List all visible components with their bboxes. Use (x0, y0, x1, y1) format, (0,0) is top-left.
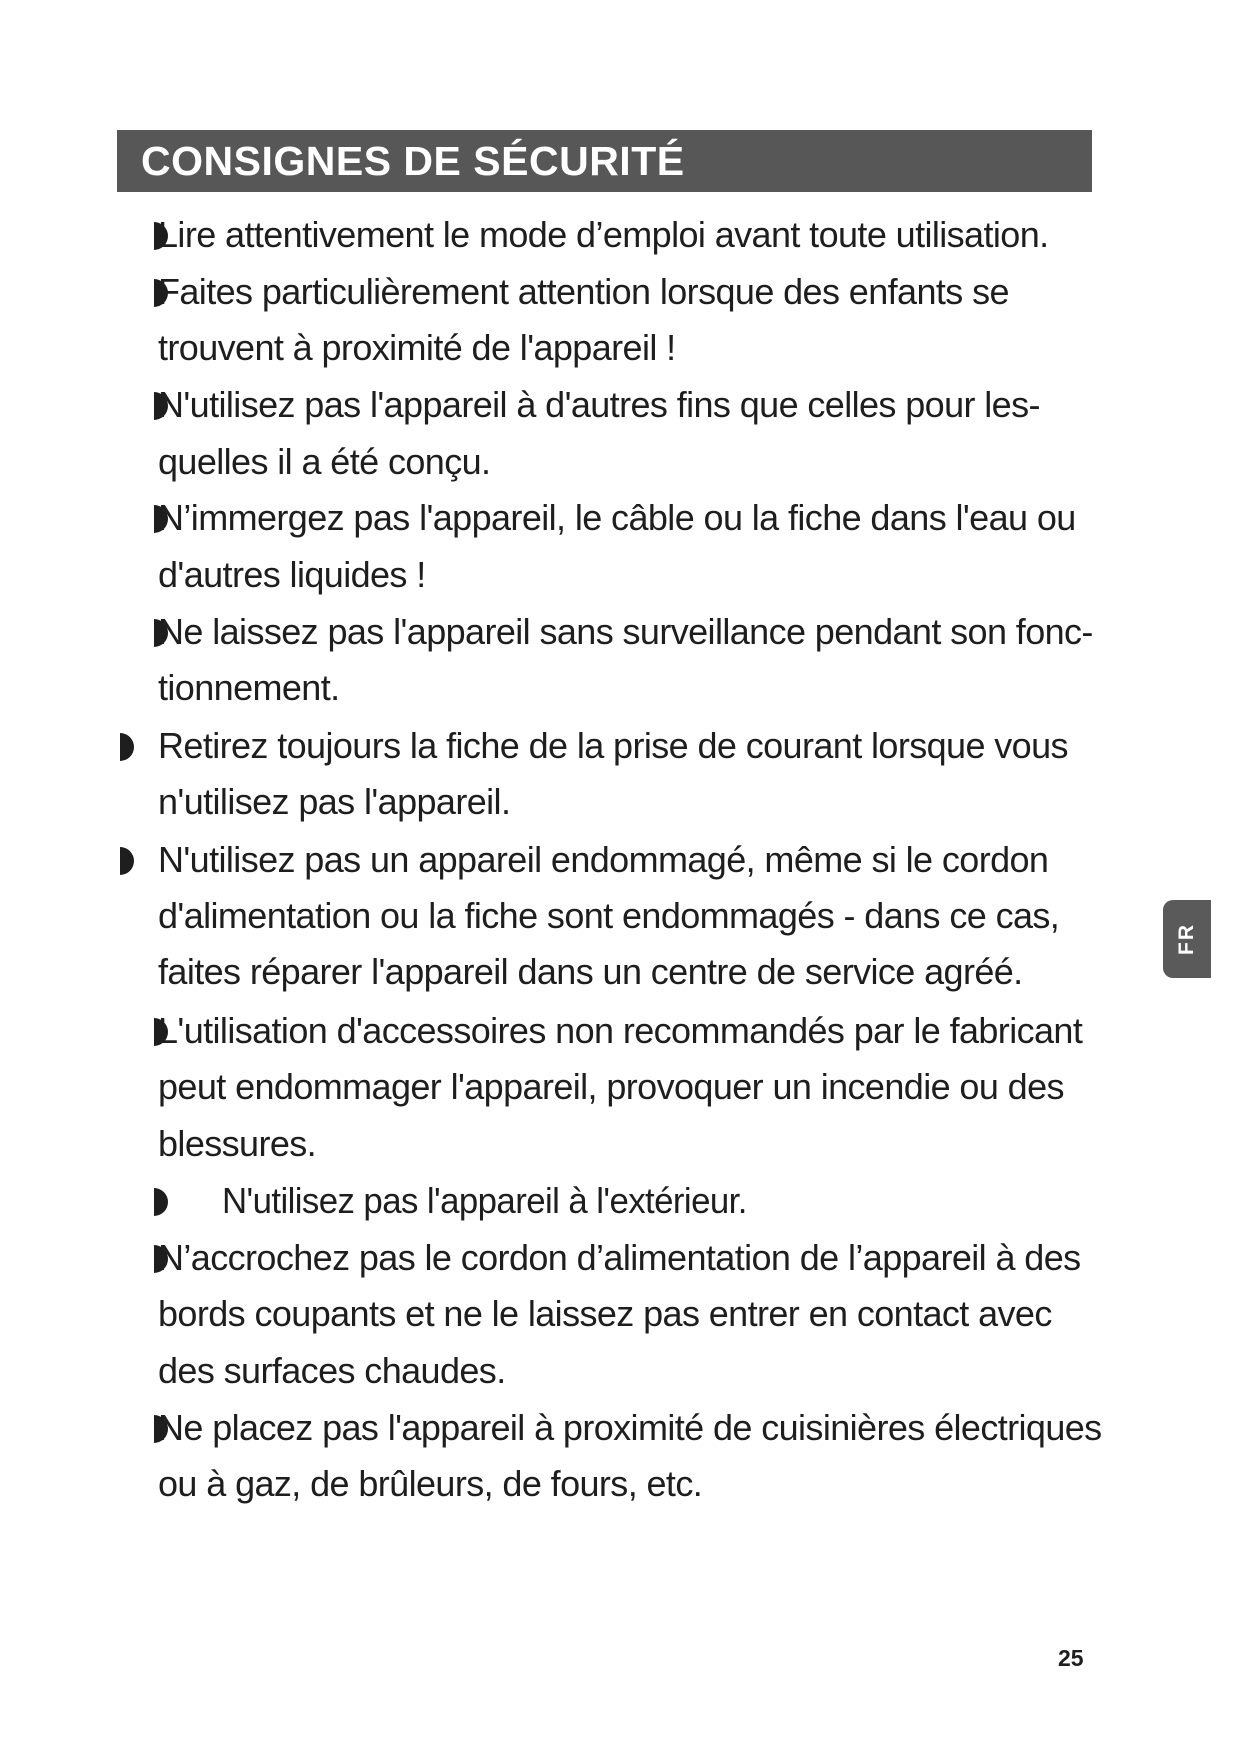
safety-line: quelles il a été conçu. (158, 441, 491, 482)
safety-line: des surfaces chaudes. (158, 1350, 506, 1391)
safety-line: d'autres liquides ! (158, 554, 426, 595)
safety-line: d'alimentation ou la fiche sont endommagés - dans ce cas, (158, 895, 1060, 936)
safety-line: trouvent à proximité de l'appareil ! (158, 327, 676, 368)
safety-line: peut endommager l'appareil, provoquer un incendie ou des (158, 1066, 1064, 1107)
section-title: CONSIGNES DE SÉCURITÉ (141, 138, 685, 184)
safety-line: tionnement. (158, 667, 340, 708)
safety-line: Ne placez pas l'appareil à proximité de cuisinières électriques (158, 1407, 1102, 1448)
bullet-icon (120, 733, 134, 761)
safety-line: Faites particulièrement attention lorsque des enfants se (158, 271, 1009, 312)
safety-line: faites réparer l'appareil dans un centre de service agréé. (158, 951, 1023, 992)
language-tab (1163, 900, 1211, 978)
bullet-icon (120, 847, 134, 875)
safety-line: Lire attentivement le mode d’emploi avant toute utilisation. (158, 214, 1049, 255)
bullet-icon (154, 1188, 168, 1216)
safety-line: blessures. (158, 1123, 317, 1164)
safety-line: bords coupants et ne le laissez pas entrer en contact avec (158, 1293, 1052, 1334)
safety-line: ou à gaz, de brûleurs, de fours, etc. (158, 1463, 703, 1504)
safety-line: n'utilisez pas l'appareil. (158, 781, 511, 822)
safety-line: L'utilisation d'accessoires non recommandés par le fabricant (158, 1010, 1083, 1051)
safety-line: Ne laissez pas l'appareil sans surveillance pendant son fonc- (158, 611, 1093, 652)
safety-line: Retirez toujours la fiche de la prise de courant lorsque vous (158, 725, 1068, 766)
safety-line: N'utilisez pas l'appareil à d'autres fins que celles pour les- (158, 384, 1040, 425)
page-number: 25 (1058, 1645, 1084, 1671)
safety-line: N’accrochez pas le cordon d’alimentation de l’appareil à des (158, 1237, 1081, 1278)
section-header-bar (117, 130, 1092, 192)
safety-line: N'utilisez pas un appareil endommagé, même si le cordon (158, 839, 1049, 880)
safety-line: N’immergez pas l'appareil, le câble ou la fiche dans l'eau ou (158, 497, 1076, 538)
safety-line: N'utilisez pas l'appareil à l'extérieur. (222, 1180, 747, 1221)
language-label: FR (1175, 923, 1198, 955)
